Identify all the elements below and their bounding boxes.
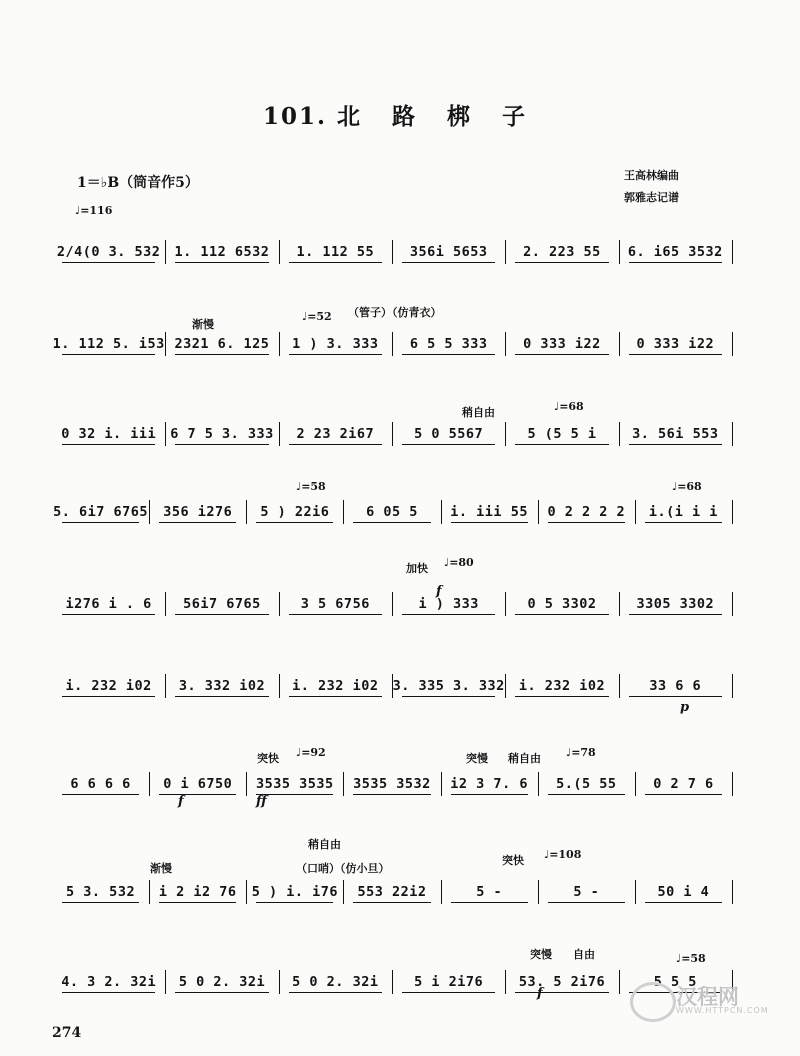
duration-underline (289, 354, 382, 355)
barline (732, 240, 733, 264)
duration-underline (629, 354, 722, 355)
measure: 5 0 2. 32i (292, 974, 379, 990)
measure: i2 3 7. 6 (450, 776, 528, 792)
expression-mark: 稍自由 (508, 752, 541, 765)
measure: 2 23 2i67 (296, 426, 375, 442)
duration-underline (629, 614, 722, 615)
barline (441, 500, 442, 524)
barline (732, 592, 733, 616)
measure: 5. 6i7 6765 (53, 504, 149, 520)
tempo-mark: ♩=116 (75, 204, 113, 217)
barline (732, 332, 733, 356)
measure: i ) 333 (418, 596, 479, 612)
barline (441, 772, 442, 796)
staff-row-7 (52, 770, 732, 800)
measure: 5.(5 55 (556, 776, 617, 792)
barline (505, 240, 506, 264)
barline (732, 500, 733, 524)
measure: 2/4(0 3. 532 (56, 244, 161, 260)
duration-underline (515, 262, 608, 263)
staff-row-9 (52, 968, 732, 998)
measure: 1. 112 6532 (174, 244, 270, 260)
measure: 356i 5653 (409, 244, 488, 260)
measure: 50 i 4 (657, 884, 710, 900)
measure: 2. 223 55 (523, 244, 601, 260)
staff-row-6 (52, 672, 732, 702)
barline (619, 240, 620, 264)
measure: 0 5 3302 (527, 596, 597, 612)
duration-underline (175, 614, 268, 615)
measure: 1 ) 3. 333 (292, 336, 379, 352)
barline (165, 422, 166, 446)
barline (392, 592, 393, 616)
barline (392, 332, 393, 356)
duration-underline (402, 354, 495, 355)
duration-underline (62, 614, 155, 615)
duration-underline (402, 444, 495, 445)
tempo-mark: ♩=78 (566, 746, 596, 759)
duration-underline (451, 522, 528, 523)
measure: 0 32 i. iii (61, 426, 157, 442)
duration-underline (62, 262, 155, 263)
dynamic-mark: f (436, 584, 442, 599)
duration-underline (353, 902, 430, 903)
measure: 5 0 2. 32i (178, 974, 266, 990)
staff-row-5 (52, 590, 732, 620)
duration-underline (402, 614, 495, 615)
watermark-logo-icon (630, 982, 676, 1022)
tempo-mark: ♩=68 (672, 480, 702, 493)
barline (505, 422, 506, 446)
duration-underline (451, 902, 528, 903)
duration-underline (548, 794, 625, 795)
duration-underline (62, 902, 139, 903)
barline (732, 880, 733, 904)
barline (732, 772, 733, 796)
barline (619, 970, 620, 994)
barline (619, 422, 620, 446)
duration-underline (515, 992, 608, 993)
duration-underline (159, 902, 236, 903)
measure: i. 232 i02 (65, 678, 152, 694)
barline (165, 592, 166, 616)
measure: 5 - (476, 884, 503, 900)
duration-underline (159, 794, 236, 795)
transcriber-credit: 郭雅志记谱 (624, 191, 679, 204)
measure: 4. 3 2. 32i (61, 974, 157, 990)
duration-underline (402, 992, 495, 993)
measure: 0 i 6750 (163, 776, 233, 792)
duration-underline (451, 794, 528, 795)
measure: 5 (5 5 i (527, 426, 597, 442)
duration-underline (256, 522, 333, 523)
measure: 3 5 6756 (300, 596, 370, 612)
dynamic-mark: p (680, 700, 690, 715)
expression-mark: 突慢 (530, 948, 552, 961)
measure: 5 i 2i76 (414, 974, 484, 990)
barline (619, 674, 620, 698)
expression-mark: 渐慢 (150, 862, 172, 875)
barline (246, 500, 247, 524)
barline (149, 772, 150, 796)
measure: 356 i276 (163, 504, 233, 520)
measure: 5 0 5567 (414, 426, 484, 442)
duration-underline (629, 696, 722, 697)
barline (279, 240, 280, 264)
measure: 0 2 2 2 2 (547, 504, 626, 520)
duration-underline (402, 262, 495, 263)
measure: 6 6 6 6 (70, 776, 131, 792)
duration-underline (175, 444, 268, 445)
barline (279, 422, 280, 446)
tempo-mark: ♩=58 (296, 480, 326, 493)
barline (279, 332, 280, 356)
staff-row-8 (52, 878, 732, 908)
duration-underline (256, 794, 333, 795)
expression-mark: 突慢 (466, 752, 488, 765)
staff-row-3 (52, 420, 732, 450)
measure: 33 6 6 (649, 678, 702, 694)
barline (505, 332, 506, 356)
expression-mark: （管子）（仿青衣） (348, 306, 442, 319)
barline (392, 970, 393, 994)
measure: 553 22i2 (357, 884, 427, 900)
measure: 5 ) 22i6 (260, 504, 330, 520)
barline (505, 674, 506, 698)
expression-mark: 稍自由 (462, 406, 495, 419)
barline (165, 674, 166, 698)
measure: 53. 5 2i76 (518, 974, 606, 990)
measure: 3. 56i 553 (632, 426, 719, 442)
duration-underline (175, 354, 268, 355)
tempo-mark: ♩=80 (444, 556, 474, 569)
measure: 3. 332 i02 (178, 678, 266, 694)
duration-underline (515, 444, 608, 445)
measure: 6 05 5 (366, 504, 418, 520)
barline (279, 592, 280, 616)
measure: 3535 3532 (353, 776, 431, 792)
measure: i276 i . 6 (65, 596, 152, 612)
duration-underline (289, 696, 382, 697)
staff-row-4 (52, 498, 732, 528)
duration-underline (175, 262, 268, 263)
duration-underline (515, 696, 608, 697)
barline (165, 970, 166, 994)
measure: 6. i65 3532 (627, 244, 723, 260)
dynamic-mark: f (178, 794, 184, 809)
barline (165, 240, 166, 264)
barline (732, 422, 733, 446)
barline (246, 880, 247, 904)
dynamic-mark: f (537, 986, 543, 1001)
measure: 6 7 5 3. 333 (170, 426, 274, 442)
duration-underline (289, 262, 382, 263)
arranger-credit: 王高林编曲 (624, 169, 679, 182)
duration-underline (548, 522, 625, 523)
duration-underline (175, 696, 268, 697)
duration-underline (62, 794, 139, 795)
duration-underline (62, 354, 155, 355)
measure: i. iii 55 (450, 504, 528, 520)
measure: 3535 3535 (256, 776, 334, 792)
dynamic-mark: ff (256, 794, 267, 809)
measure: 0 2 7 6 (653, 776, 714, 792)
barline (279, 970, 280, 994)
duration-underline (645, 902, 722, 903)
duration-underline (62, 444, 155, 445)
expression-mark: 突快 (257, 752, 279, 765)
watermark-text: 汉程网 (676, 985, 739, 1009)
measure: 56i7 6765 (183, 596, 261, 612)
duration-underline (62, 696, 155, 697)
barline (538, 500, 539, 524)
barline (441, 880, 442, 904)
tempo-mark: ♩=52 (302, 310, 332, 323)
measure: 5 ) i. i76 (251, 884, 338, 900)
barline (149, 500, 150, 524)
watermark-url: WWW.HTTPCN.COM (676, 1006, 769, 1015)
barline (343, 880, 344, 904)
measure: i.(i i i (648, 504, 718, 520)
duration-underline (629, 444, 722, 445)
duration-underline (515, 614, 608, 615)
measure: i 2 i2 76 (158, 884, 237, 900)
barline (732, 674, 733, 698)
duration-underline (645, 522, 722, 523)
measure: 5 - (573, 884, 600, 900)
measure: 2321 6. 125 (174, 336, 270, 352)
barline (505, 592, 506, 616)
expression-mark: （口哨）（仿小旦） (296, 862, 390, 875)
expression-mark: 突快 (502, 854, 524, 867)
tempo-mark: ♩=108 (544, 848, 582, 861)
tempo-mark: ♩=68 (554, 400, 584, 413)
duration-underline (353, 794, 430, 795)
duration-underline (402, 696, 495, 697)
barline (343, 500, 344, 524)
duration-underline (548, 902, 625, 903)
staff-row-2 (52, 330, 732, 360)
expression-mark: 稍自由 (308, 838, 341, 851)
duration-underline (289, 444, 382, 445)
tempo-mark: ♩=58 (676, 952, 706, 965)
expression-mark: 自由 (573, 948, 595, 961)
barline (279, 674, 280, 698)
barline (149, 880, 150, 904)
barline (343, 772, 344, 796)
duration-underline (62, 522, 139, 523)
measure: i. 232 i02 (518, 678, 606, 694)
barline (392, 422, 393, 446)
duration-underline (62, 992, 155, 993)
measure: 5 3. 532 (66, 884, 136, 900)
measure: 0 333 i22 (523, 336, 601, 352)
duration-underline (353, 522, 430, 523)
tempo-mark: ♩=92 (296, 746, 326, 759)
measure: 1. 112 55 (296, 244, 375, 260)
piece-name: 北 路 梆 子 (337, 103, 538, 130)
barline (538, 772, 539, 796)
barline (392, 240, 393, 264)
expression-mark: 渐慢 (192, 318, 214, 331)
barline (538, 880, 539, 904)
duration-underline (175, 992, 268, 993)
measure: 3305 3302 (636, 596, 715, 612)
measure: i. 232 i02 (292, 678, 379, 694)
measure: 0 333 i22 (636, 336, 715, 352)
barline (635, 880, 636, 904)
duration-underline (289, 614, 382, 615)
measure: 6 5 5 333 (409, 336, 488, 352)
page-number: 274 (52, 1025, 82, 1041)
piece-number: 101. (262, 103, 327, 130)
duration-underline (159, 522, 236, 523)
duration-underline (289, 992, 382, 993)
staff-row-1 (52, 238, 732, 268)
barline (165, 332, 166, 356)
duration-underline (629, 262, 722, 263)
key-signature: 1＝♭B（筒音作5） (77, 175, 199, 191)
measure: 5 5 5 (653, 974, 697, 990)
barline (619, 592, 620, 616)
expression-mark: 加快 (406, 562, 428, 575)
duration-underline (256, 902, 333, 903)
duration-underline (645, 794, 722, 795)
measure: 1. 112 5. i53 (52, 336, 165, 352)
barline (246, 772, 247, 796)
piece-title (0, 98, 800, 131)
measure: 3. 335 3. 332 (392, 678, 505, 694)
barline (635, 500, 636, 524)
barline (505, 970, 506, 994)
barline (619, 332, 620, 356)
barline (635, 772, 636, 796)
duration-underline (515, 354, 608, 355)
